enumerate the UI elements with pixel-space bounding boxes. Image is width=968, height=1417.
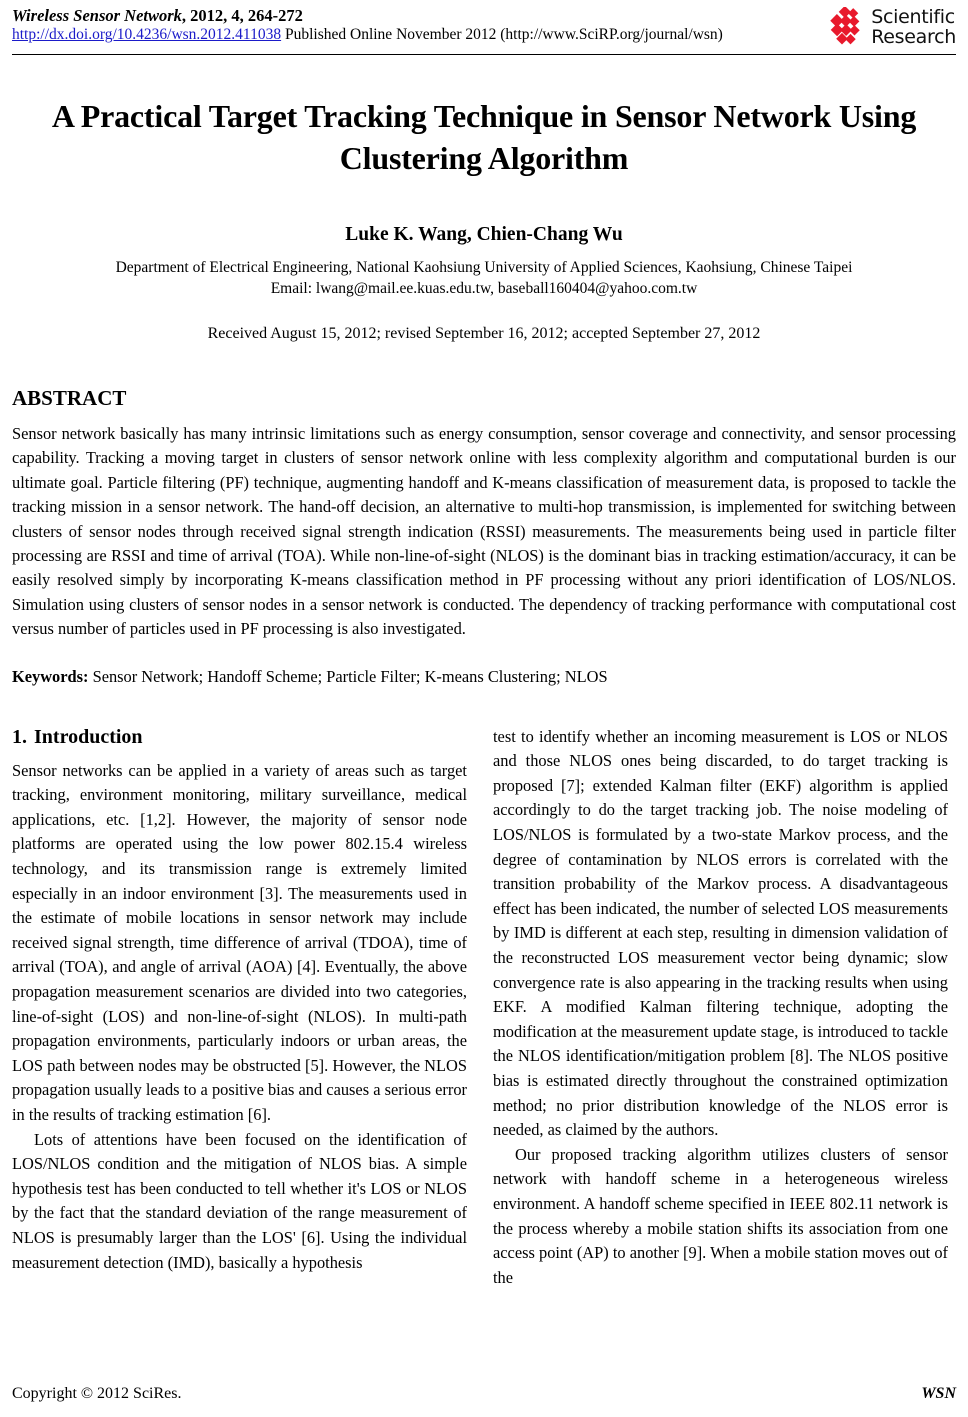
paragraph: Our proposed tracking algorithm utilizes clusters of sensor network with handoff scheme in a heterogeneous wireless environment. A handoff scheme specified in IEEE 802.11 network is the process whereby a mobile station shifts its association from one access point (AP) to another [9]. When a mobile station moves out of the [493,1144,948,1287]
journal-volume-pages: , 2012, 4, 264-272 [181,6,303,25]
journal-citation-line [12,6,852,25]
keywords-label: Keywords: [12,666,89,686]
doi-link[interactable]: http://dx.doi.org/10.4236/wsn.2012.411038 [12,26,282,43]
affiliation: Department of Electrical Engineering, National Kaohsiung University of Applied Sciences, Kaohsiung, Chinese Taipei [115,259,853,276]
logo-wordmark [871,7,956,47]
paragraph: test to identify whether an incoming measurement is LOS or NLOS and those NLOS ones being discarded, to do target tracking is proposed [7]; extended Kalman filter (EKF) algorithm is applied accordingly to do the target tracking job. The noise modeling of LOS/NLOS is formulated by a two-state Markov process, and the degree of contamination by NLOS errors is correlated with the transition probability of the Markov process. A disadvantageous effect has been indicated, the number of selected LOS measurements by IMD is different at each step, resulting in dimension validation of the reconstructed LOS measurement vector being dynamic; slow convergence rate is also appearing in the tracking results when using EKF. A modified Kalman filtering technique, adopting the modification at the measurement update stage, is introduced to tackle the NLOS identification/mitigation problem [8]. The NLOS positive bias is estimated directly throughout the constrained optimization method; no prior distribution knowledge of the NLOS error is needed, as claimed by the authors. [493,726,948,1140]
section-number: 1. [12,725,27,748]
abstract-text: Sensor network basically has many intrinsic limitations such as energy consumption, sensor coverage and connectivity, and sensor processing capability. Tracking a moving target in clusters of sensor network online with less complexity algorithm and computational burden is our ultimate goal. Particle filtering (PF) technique, augmenting handoff and K-means classification of measurement data, is proposed to tackle the tracking mission in a sensor network. The hand-off decision, an alternative to multi-hop transmission, is implemented for switching between clusters of sensor nodes through received signal strength indication (RSSI) measurements. The measurements being used in particle filter processing are RSSI and time of arrival (TOA). While non-line-of-sight (NLOS) is the dominant bias in tracking estimation/accuracy, it can be easily resolved simply by incorporating K-means classification method in PF processing without any priori identification of LOS/NLOS. Simulation using clusters of sensor nodes in a sensor network is conducted. The dependency of tracking performance with computational cost versus number of particles used in PF processing is also investigated. [12,424,956,639]
submission-dates: Received August 15, 2012; revised September 16, 2012; accepted September 27, 2012 [207,325,761,342]
column-right [493,725,948,1291]
page-title: A Practical Target Tracking Technique in Sensor Network Using Clustering Algorithm [51,98,917,176]
diamond-cluster-icon [827,7,867,47]
paragraph: Sensor networks can be applied in a variety of areas such as target tracking, environment monitoring, military surveillance, medical applications, etc. [1,2]. However, the majority of sensor node platforms are operated using the low power 802.15.4 wireless technology, and its transmission range is extremely limited especially in an indoor environment [3]. The measurements used in the estimate of mobile locations in sensor network may include received signal strength, time difference of arrival (TDOA), time of arrival (TOA), and angle of arrival (AOA) [4]. Eventually, the above propagation measurement scenarios are divided into two categories, line-of-sight (LOS) and non-line-of-sight (NLOS). In multi-path propagation environments, particularly indoors or urban areas, the LOS path between nodes may be obstructed [5]. However, the NLOS propagation usually leads to a positive bias and causes a serious error in the results of tracking estimation [6]. [12,760,467,1124]
logo-word-scientific: Scientific [871,6,955,28]
keywords-values: Sensor Network; Handoff Scheme; Particle Filter; K-means Clustering; NLOS [88,666,608,686]
masthead [12,6,956,55]
author-emails: Email: lwang@mail.ee.kuas.edu.tw, baseball160404@yahoo.com.tw [270,280,698,297]
section-title: Introduction [34,725,143,748]
abstract-heading: ABSTRACT [12,386,127,410]
journal-name: Wireless Sensor Network [12,6,182,25]
masthead-text [12,6,852,45]
logo-word-research: Research [871,26,956,48]
column-left [12,725,467,1291]
author-list: Luke K. Wang, Chien-Chang Wu [345,224,623,245]
scientific-research-logo [827,7,956,47]
section-heading-introduction [12,725,467,750]
publication-info: Published Online November 2012 (http://www.SciRP.org/journal/wsn) [281,26,723,43]
keywords-line [12,665,956,689]
doi-line [12,25,852,45]
journal-abbreviation: WSN [921,1385,956,1402]
body-columns [12,725,956,1291]
copyright-notice: Copyright © 2012 SciRes. [12,1385,182,1402]
paragraph: Lots of attentions have been focused on the identification of LOS/NLOS condition and the mitigation of NLOS bias. A simple hypothesis test has been conducted to tell whether it's LOS or NLOS by the fact that the standard deviation of the range measurement of NLOS is presumably larger than the LOS' [6]. Using the individual measurement detection (IMD), basically a hypothesis [12,1129,467,1272]
page-footer [12,1385,956,1403]
